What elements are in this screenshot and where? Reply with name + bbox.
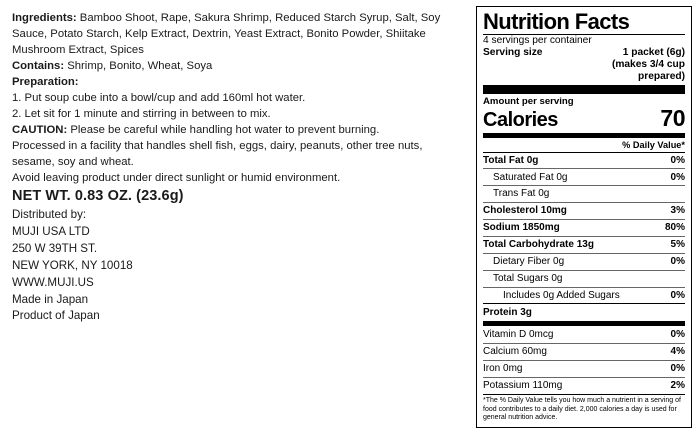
nutrition-facts-title: Nutrition Facts <box>483 9 630 34</box>
serving-size-value-line3: prepared) <box>638 70 685 82</box>
made-in-line: Made in Japan <box>12 292 89 306</box>
nutrient-dv: 5% <box>670 239 685 251</box>
preparation-step-2: 2. Let sit for 1 minute and stirring in between to mix. <box>12 108 271 121</box>
servings-per-container: 4 servings per container <box>483 35 592 47</box>
vitamin-name: Calcium 60mg <box>483 346 547 358</box>
nutrient-row <box>483 271 685 287</box>
vitamin-dv: 0% <box>670 329 685 341</box>
nutrition-facts-column <box>470 0 700 422</box>
divider-under-calories <box>483 133 685 138</box>
nutrient-name: Cholesterol 10mg <box>483 205 567 217</box>
net-weight: NET WT. 0.83 OZ. (23.6g) <box>12 188 184 205</box>
nutrition-facts-panel <box>476 6 692 428</box>
nutrient-name: Sodium 1850mg <box>483 222 560 234</box>
serving-size-value-line1: 1 packet (6g) <box>622 46 685 58</box>
website-url: WWW.MUJI.US <box>12 275 94 289</box>
contains-heading: Contains: <box>12 60 65 73</box>
serving-size-row <box>483 47 685 83</box>
nutrient-name: Saturated Fat 0g <box>493 171 568 183</box>
nutrient-dv: 80% <box>664 222 685 234</box>
calories-label: Calories <box>483 108 558 131</box>
ingredients-paragraph <box>12 10 458 58</box>
amount-per-serving-label: Amount per serving <box>483 95 574 107</box>
nutrient-row <box>483 169 685 185</box>
address-line-city: NEW YORK, NY 10018 <box>12 258 133 272</box>
nutrient-name: Total Sugars 0g <box>493 272 563 284</box>
vitamin-name: Potassium 110mg <box>483 380 563 392</box>
nutrient-dv: 0% <box>670 154 685 166</box>
contains-text: Shrimp, Bonito, Wheat, Soya <box>64 60 213 73</box>
nutrient-name: Protein 3g <box>483 306 532 318</box>
nutrient-name: Includes 0g Added Sugars <box>503 289 620 301</box>
preparation-step-1: 1. Put soup cube into a bowl/cup and add 160ml hot water. <box>12 92 306 105</box>
facility-allergen-text: Processed in a facility that handles shell fish, eggs, dairy, peanuts, other tree nuts, sesame, soy and wheat. <box>12 140 423 169</box>
product-of-line: Product of Japan <box>12 309 100 323</box>
nutrient-row <box>483 186 685 202</box>
vitamin-row <box>483 344 685 360</box>
contains-paragraph <box>12 58 458 74</box>
caution-paragraph <box>12 122 458 138</box>
nutrient-row <box>483 304 685 320</box>
vitamin-dv: 0% <box>670 363 685 375</box>
caution-heading: CAUTION: <box>12 124 68 137</box>
divider-above-vitamins <box>483 321 685 326</box>
nutrient-row <box>483 288 685 304</box>
nutrient-row <box>483 153 685 169</box>
serving-size-label: Serving size <box>483 46 543 58</box>
nutrient-row <box>483 254 685 270</box>
nutrient-row <box>483 237 685 253</box>
vitamin-name: Vitamin D 0mcg <box>483 329 554 341</box>
vitamin-dv: 2% <box>670 380 685 392</box>
address-line-street: 250 W 39TH ST. <box>12 241 98 255</box>
storage-advice-text: Avoid leaving product under direct sunlight or humid environment. <box>12 172 341 185</box>
vitamin-dv: 4% <box>670 346 685 358</box>
ingredients-heading: Ingredients: <box>12 12 77 24</box>
vitamin-row <box>483 327 685 343</box>
serving-size-value-line2: (makes 3/4 cup <box>611 58 685 70</box>
nutrient-row <box>483 203 685 219</box>
vitamin-name: Iron 0mg <box>483 363 523 375</box>
address-line-company: MUJI USA LTD <box>12 224 90 238</box>
vitamin-row <box>483 361 685 377</box>
calories-row <box>483 105 685 132</box>
calories-value: 70 <box>660 104 685 131</box>
caution-text: Please be careful while handling hot water to prevent burning. <box>67 124 380 137</box>
ingredients-text: Bamboo Shoot, Rape, Sakura Shrimp, Reduced Starch Syrup, Salt, Soy Sauce, Potato Starch, Kelp Extract, Dextrin, Yeast Extract, Bonito Powder, Shiitake Mushroom Extract, Spices <box>12 12 441 57</box>
nutrient-dv: 0% <box>670 289 685 301</box>
distributed-by-heading: Distributed by: <box>12 207 87 221</box>
nutrient-name: Total Carbohydrate 13g <box>483 239 594 251</box>
serving-size-value <box>612 47 685 83</box>
daily-value-header: % Daily Value* <box>622 139 685 150</box>
nutrient-row <box>483 220 685 236</box>
daily-value-footnote: *The % Daily Value tells you how much a nutrient in a serving of food contributes to a daily diet. 2,000 calories a day is used for general nutrition advice. <box>483 396 681 422</box>
nutrient-name: Dietary Fiber 0g <box>493 255 565 267</box>
vitamin-row <box>483 378 685 394</box>
nutrient-name: Total Fat 0g <box>483 154 539 166</box>
nutrient-dv: 0% <box>670 171 685 183</box>
nutrient-name: Trans Fat 0g <box>493 188 550 200</box>
nutrient-dv: 3% <box>670 205 685 217</box>
nutrient-dv: 0% <box>670 255 685 267</box>
preparation-heading: Preparation: <box>12 76 79 89</box>
divider-thick-top <box>483 85 685 94</box>
